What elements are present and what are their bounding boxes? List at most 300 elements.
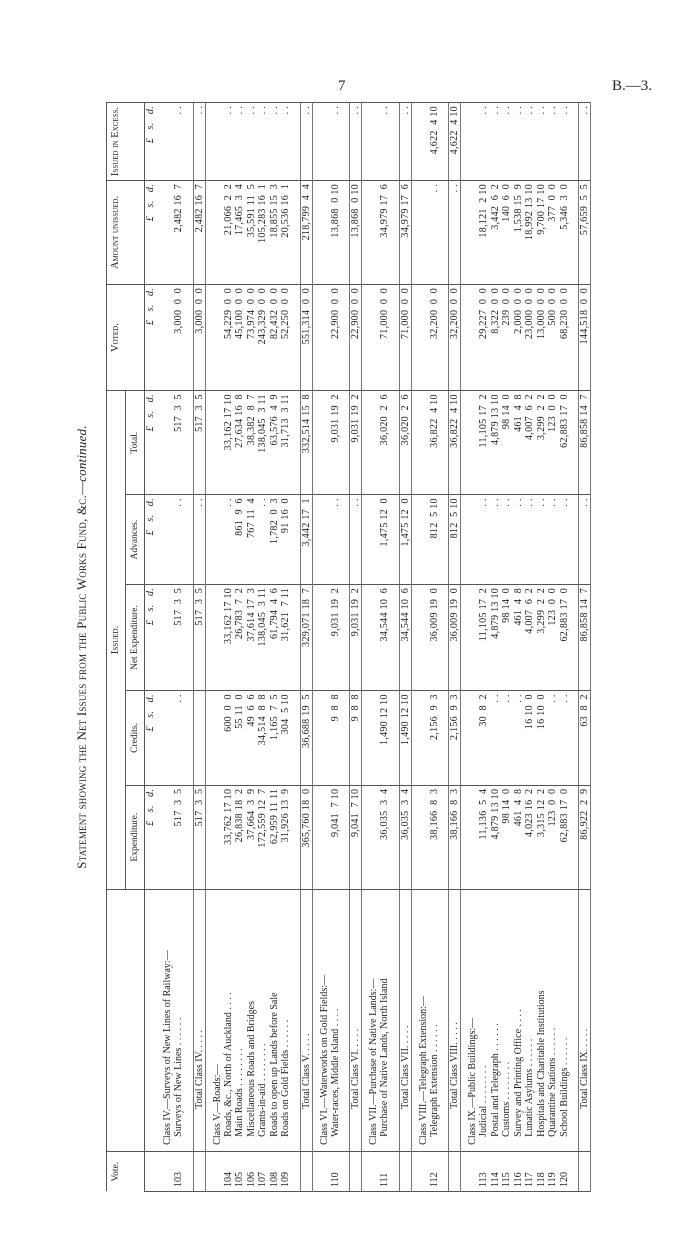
unissued-value: . .	[429, 180, 441, 284]
table-row	[547, 103, 559, 1192]
advances-value: . .	[257, 495, 269, 585]
advances-value: 1,782 0 3	[269, 495, 281, 585]
expenditure-value: 172,559 12 7	[257, 785, 269, 889]
total-net-expenditure: 86,858 14 7	[579, 584, 591, 690]
total-advances: . .	[193, 495, 205, 585]
unissued-value: 21,066 2 2	[223, 180, 235, 284]
total-row	[449, 103, 461, 1192]
total-value: 11,105 17 2	[478, 391, 490, 495]
item-description	[330, 889, 342, 1151]
total-cell	[156, 391, 173, 495]
voted-value: 3,000 0 0	[173, 284, 185, 390]
vote-number: 115	[501, 1151, 513, 1191]
total-voted: 71,000 0 0	[399, 284, 411, 390]
expenditure-value: 37,664 3 9	[246, 785, 258, 889]
net-expenditure-value: 3,299 2 2	[536, 584, 548, 690]
class-heading-row	[411, 103, 429, 1192]
total-credits: 9 8 8	[350, 691, 362, 785]
item-label: Main Roads . . . . . . . .	[234, 1048, 245, 1137]
item-description	[379, 889, 391, 1151]
rotated-statement	[68, 102, 638, 1192]
class-heading-row	[156, 103, 173, 1192]
item-description	[501, 889, 513, 1151]
total-cell	[312, 391, 330, 495]
advances-value: . .	[223, 495, 235, 585]
total-voted: 551,314 0 0	[300, 284, 312, 390]
total-advances: 1,475 12 0	[399, 495, 411, 585]
total-credits: 63 8 2	[579, 691, 591, 785]
table-row	[379, 103, 391, 1192]
header-issued: Issued.	[107, 391, 126, 889]
expenditure-value: 11,136 5 4	[478, 785, 490, 889]
table-row	[280, 103, 292, 1192]
expenditure-value: 36,035 3 4	[379, 785, 391, 889]
total-cell	[205, 391, 223, 495]
item-label: Surveys of New Lines . . . . . .	[173, 1017, 184, 1137]
unissued-value: 17,465 3 4	[234, 180, 246, 284]
net-expenditure-value: 4,007 6 2	[524, 584, 536, 690]
total-value: 461 4 8	[513, 391, 525, 495]
credits-value: 1,490 12 10	[379, 691, 391, 785]
currency-net: £ s. d.	[145, 584, 157, 690]
table-row	[173, 103, 185, 1192]
net-expenditure-value: 123 0 0	[547, 584, 559, 690]
vote-number: 111	[379, 1151, 391, 1191]
total-net-expenditure: 329,071 18 7	[300, 584, 312, 690]
total-credits: 2,156 9 3	[449, 691, 461, 785]
total-advances: 812 5 10	[449, 495, 461, 585]
net-expenditure-value: 33,162 17 10	[223, 584, 235, 690]
vote-cell	[362, 1151, 380, 1191]
total-total: 517 3 5	[193, 391, 205, 495]
item-description	[223, 889, 235, 1151]
table-row	[524, 103, 536, 1192]
net-expenditure-value: 517 3 5	[173, 584, 185, 690]
item-description	[234, 889, 246, 1151]
excess-value: . .	[536, 103, 548, 181]
total-unissued: 34,979 17 6	[399, 180, 411, 284]
total-value: 27,634 16 8	[234, 391, 246, 495]
currency-total: £ s. d.	[145, 391, 157, 495]
excess-value: . .	[223, 103, 235, 181]
credits-value: 16 10 0	[536, 691, 548, 785]
vote-number: 116	[513, 1151, 525, 1191]
net-expenditure-value: 4,879 13 10	[490, 584, 502, 690]
total-unissued: 57,659 5 5	[579, 180, 591, 284]
class-heading-row	[312, 103, 330, 1192]
voted-cell	[205, 284, 223, 390]
table-row	[559, 103, 571, 1192]
advances-value: 91 16 0	[280, 495, 292, 585]
unissued-value: 34,979 17 6	[379, 180, 391, 284]
total-expenditure: 9,041 7 10	[350, 785, 362, 889]
excess-value: . .	[257, 103, 269, 181]
item-description	[547, 889, 559, 1151]
statement-body	[145, 103, 591, 1192]
total-excess: . .	[300, 103, 312, 181]
item-description	[490, 889, 502, 1151]
currency-voted: £ s. d.	[145, 284, 157, 390]
advances-value: 767 11 4	[246, 495, 258, 585]
vote-number: 117	[524, 1151, 536, 1191]
item-label: Lunatic Asylums . . . . . .	[524, 1038, 535, 1137]
total-value: 38,382 8 7	[246, 391, 258, 495]
total-row	[579, 103, 591, 1192]
advances-value: . .	[330, 495, 342, 585]
header-amount-unissued: Amount unissued.	[107, 180, 145, 284]
item-description	[513, 889, 525, 1151]
total-value: 517 3 5	[173, 391, 185, 495]
excess-value: . .	[269, 103, 281, 181]
unissued-cell	[312, 180, 330, 284]
credits-cell	[205, 691, 223, 785]
total-cell	[362, 391, 380, 495]
total-description	[579, 889, 591, 1151]
credits-value: 1,165 7 5	[269, 691, 281, 785]
currency-credits: £ s. d.	[145, 691, 157, 785]
item-label: Judicial . . . . . . . .	[478, 1065, 489, 1137]
item-label: Roads on Gold Fields . . . . . .	[280, 1019, 291, 1137]
vote-number: 118	[536, 1151, 548, 1191]
total-value: 36,020 2 6	[379, 391, 391, 495]
credits-value: . .	[513, 691, 525, 785]
expenditure-cell	[362, 785, 380, 889]
page-reference: B.—3.	[612, 78, 653, 94]
credits-value: 34,514 8 8	[257, 691, 269, 785]
voted-cell	[362, 284, 380, 390]
voted-value: 29,227 0 0	[478, 284, 490, 390]
total-expenditure: 38,166 8 3	[449, 785, 461, 889]
credits-value: 600 0 0	[223, 691, 235, 785]
header-credits: Credits.	[126, 691, 145, 785]
net-expenditure-value: 9,031 19 2	[330, 584, 342, 690]
item-label: School Buildings . . . . . .	[558, 1037, 570, 1137]
total-description	[193, 889, 205, 1151]
expenditure-cell	[411, 785, 429, 889]
unissued-cell	[461, 180, 479, 284]
expenditure-value: 517 3 5	[173, 785, 185, 889]
total-value: 4,007 6 2	[524, 391, 536, 495]
item-label: Quarantine Stations . . . . . .	[547, 1027, 558, 1137]
voted-cell	[411, 284, 429, 390]
item-label: Postal and Telegraph . . . . . .	[489, 1023, 501, 1137]
class-heading: Class IX.—Public Buildings:—	[461, 889, 479, 1151]
unissued-value: 377 0 0	[547, 180, 559, 284]
expenditure-value: 38,166 8 3	[429, 785, 441, 889]
excess-value: . .	[246, 103, 258, 181]
voted-value: 2,000 0 0	[513, 284, 525, 390]
unissued-cell	[156, 180, 173, 284]
total-advances: 3,442 17 1	[300, 495, 312, 585]
vote-cell	[156, 1151, 173, 1191]
class-heading-row	[362, 103, 380, 1192]
currency-expenditure: £ s. d.	[145, 785, 157, 889]
header-issued-in-excess: Issued in Excess.	[107, 103, 145, 181]
vote-number: 119	[547, 1151, 559, 1191]
excess-value: . .	[490, 103, 502, 181]
voted-value: 45,100 0 0	[234, 284, 246, 390]
voted-value: 32,200 0 0	[429, 284, 441, 390]
item-description	[536, 889, 548, 1151]
title-text: Statement showing the Net Issues from the Public Works Fund, &c.—	[74, 481, 89, 869]
class-heading: Class VI.—Waterworks on Gold Fields:—	[312, 889, 330, 1151]
unissued-cell	[362, 180, 380, 284]
total-description	[300, 889, 312, 1151]
total-value: 123 0 0	[547, 391, 559, 495]
spacer-row	[292, 103, 301, 1192]
credits-value: 30 8 2	[478, 691, 490, 785]
total-unissued: 13,868 0 10	[350, 180, 362, 284]
table-row	[501, 103, 513, 1192]
excess-value: . .	[280, 103, 292, 181]
credits-value: . .	[559, 691, 571, 785]
total-value: 98 14 0	[501, 391, 513, 495]
credits-cell	[156, 691, 173, 785]
advances-value: . .	[524, 495, 536, 585]
voted-value: 68,230 0 0	[559, 284, 571, 390]
vote-number: 109	[280, 1151, 292, 1191]
total-description	[350, 889, 362, 1151]
total-value: 31,713 3 11	[280, 391, 292, 495]
advances-value: . .	[490, 495, 502, 585]
header-expenditure: Expenditure.	[126, 785, 145, 889]
vote-cell	[205, 1151, 223, 1191]
credits-cell	[312, 691, 330, 785]
total-label: Total Class VII. . . . .	[399, 1025, 411, 1109]
net-expenditure-value: 26,783 7 2	[234, 584, 246, 690]
excess-value: . .	[547, 103, 559, 181]
expenditure-value: 4,879 13 10	[490, 785, 502, 889]
credits-value: 49 6 6	[246, 691, 258, 785]
net-expenditure-value: 461 4 8	[513, 584, 525, 690]
currency-advances: £ s. d.	[145, 495, 157, 585]
excess-cell	[362, 103, 380, 181]
total-value: 4,879 13 10	[490, 391, 502, 495]
excess-value: . .	[478, 103, 490, 181]
total-value: 138,045 3 11	[257, 391, 269, 495]
item-label: Customs . . . . . . . .	[501, 1061, 512, 1137]
credits-value: 16 10 0	[524, 691, 536, 785]
excess-value: . .	[379, 103, 391, 181]
advances-value: . .	[547, 495, 559, 585]
expenditure-value: 461 4 8	[513, 785, 525, 889]
vote-number: 108	[269, 1151, 281, 1191]
excess-cell	[156, 103, 173, 181]
item-description	[429, 889, 441, 1151]
vote-cell	[411, 1151, 429, 1191]
advances-cell	[312, 495, 330, 585]
total-unissued: . .	[449, 180, 461, 284]
spacer-row	[440, 103, 449, 1192]
excess-value: . .	[501, 103, 513, 181]
item-description	[524, 889, 536, 1151]
unissued-cell	[411, 180, 429, 284]
voted-value: 243,329 0 0	[257, 284, 269, 390]
unissued-value: 105,283 16 1	[257, 180, 269, 284]
net-expenditure-cell	[362, 584, 380, 690]
item-label: Miscellaneous Roads and Bridges	[245, 1001, 257, 1137]
excess-value: 4,622 4 10	[429, 103, 441, 181]
unissued-value: 20,536 16 1	[280, 180, 292, 284]
total-total: 86,858 14 7	[579, 391, 591, 495]
voted-value: 52,250 0 0	[280, 284, 292, 390]
voted-cell	[461, 284, 479, 390]
total-excess: . .	[399, 103, 411, 181]
voted-value: 22,900 0 0	[330, 284, 342, 390]
net-expenditure-value: 98 14 0	[501, 584, 513, 690]
expenditure-value: 62,883 17 0	[559, 785, 571, 889]
class-heading: Class VIII.—Telegraph Extension:—	[411, 889, 429, 1151]
vote-cell	[399, 1151, 411, 1191]
vote-number: 106	[246, 1151, 258, 1191]
class-heading: Class IV.—Surveys of New Lines of Railway:—	[156, 889, 173, 1151]
expenditure-value: 62,959 11 11	[269, 785, 281, 889]
item-description	[173, 889, 185, 1151]
item-label: Survey and Printing Office . . . .	[512, 1008, 524, 1137]
expenditure-cell	[205, 785, 223, 889]
unissued-value: 18,121 2 10	[478, 180, 490, 284]
total-credits	[193, 691, 205, 785]
credits-value: . .	[173, 691, 185, 785]
excess-value: . .	[524, 103, 536, 181]
net-expenditure-cell	[156, 584, 173, 690]
credits-value: . .	[490, 691, 502, 785]
advances-value: . .	[173, 495, 185, 585]
header-total: Total.	[126, 391, 145, 495]
item-label: Grants-in-aid . . . . . . . .	[257, 1043, 268, 1137]
voted-value: 239 0 0	[501, 284, 513, 390]
total-expenditure: 36,035 3 4	[399, 785, 411, 889]
credits-value: 9 8 8	[330, 691, 342, 785]
excess-cell	[205, 103, 223, 181]
expenditure-value: 3,315 12 2	[536, 785, 548, 889]
vote-cell	[312, 1151, 330, 1191]
advances-value: 1,475 12 0	[379, 495, 391, 585]
spacer-row	[391, 103, 400, 1192]
table-row	[478, 103, 490, 1192]
excess-value: . .	[234, 103, 246, 181]
table-row	[330, 103, 342, 1192]
voted-value: 54,229 0 0	[223, 284, 235, 390]
vote-number: 110	[330, 1151, 342, 1191]
header-voted: Voted.	[107, 284, 145, 390]
total-total: 9,031 19 2	[350, 391, 362, 495]
vote-cell	[579, 1151, 591, 1191]
voted-value: 13,000 0 0	[536, 284, 548, 390]
voted-value: 8,322 0 0	[490, 284, 502, 390]
vote-cell	[350, 1151, 362, 1191]
total-label: Total Class VIII. . . . .	[449, 1022, 460, 1109]
total-net-expenditure: 36,009 19 0	[449, 584, 461, 690]
total-cell	[461, 391, 479, 495]
spacer-row	[341, 103, 350, 1192]
unissued-value: 1,538 15 9	[513, 180, 525, 284]
total-value: 33,162 17 10	[223, 391, 235, 495]
header-advances: Advances.	[126, 495, 145, 585]
advances-value: 812 5 10	[429, 495, 441, 585]
header-description	[107, 889, 145, 1151]
net-expenditure-value: 61,794 4 6	[269, 584, 281, 690]
total-excess: . .	[350, 103, 362, 181]
voted-value: 23,000 0 0	[524, 284, 536, 390]
expenditure-value: 98 14 0	[501, 785, 513, 889]
table-row	[269, 103, 281, 1192]
total-excess: . .	[193, 103, 205, 181]
vote-number: 113	[478, 1151, 490, 1191]
unissued-value: 5,346 3 0	[559, 180, 571, 284]
total-advances: . .	[350, 495, 362, 585]
statement-title	[74, 102, 90, 1192]
total-description	[399, 889, 411, 1151]
unissued-value: 18,855 15 3	[269, 180, 281, 284]
net-expenditure-cell	[411, 584, 429, 690]
total-value: 36,822 4 10	[429, 391, 441, 495]
net-expenditure-cell	[205, 584, 223, 690]
net-expenditure-value: 31,621 7 11	[280, 584, 292, 690]
advances-cell	[205, 495, 223, 585]
net-expenditure-cell	[312, 584, 330, 690]
excess-value: . .	[559, 103, 571, 181]
total-net-expenditure: 517 3 5	[193, 584, 205, 690]
net-expenditure-value: 37,614 17 3	[246, 584, 258, 690]
class-heading-row	[461, 103, 479, 1192]
voted-cell	[156, 284, 173, 390]
excess-value: . .	[173, 103, 185, 181]
total-unissued: 218,799 4 4	[300, 180, 312, 284]
expenditure-cell	[312, 785, 330, 889]
advances-cell	[461, 495, 479, 585]
vote-number: 112	[429, 1151, 441, 1191]
total-value: 9,031 19 2	[330, 391, 342, 495]
advances-value: . .	[513, 495, 525, 585]
total-value: 3,299 2 2	[536, 391, 548, 495]
table-row	[257, 103, 269, 1192]
total-net-expenditure: 9,031 19 2	[350, 584, 362, 690]
total-value: 63,576 4 9	[269, 391, 281, 495]
expenditure-value: 33,762 17 10	[223, 785, 235, 889]
statement-table	[106, 102, 591, 1192]
class-heading-row	[205, 103, 223, 1192]
item-description	[559, 889, 571, 1151]
excess-cell	[312, 103, 330, 181]
total-label: Total Class VI. . . . .	[350, 1028, 361, 1109]
item-description	[269, 889, 281, 1151]
net-expenditure-cell	[461, 584, 479, 690]
voted-value: 73,974 0 0	[246, 284, 258, 390]
expenditure-cell	[461, 785, 479, 889]
advances-value: . .	[501, 495, 513, 585]
advances-value: 861 9 6	[234, 495, 246, 585]
currency-excess: £ s. d.	[145, 103, 157, 181]
class-heading: Class VII.—Purchase of Native Lands:—	[362, 889, 380, 1151]
total-cell	[411, 391, 429, 495]
advances-value: . .	[536, 495, 548, 585]
title-continued: continued.	[74, 425, 89, 482]
total-expenditure: 365,760 18 0	[300, 785, 312, 889]
voted-value: 71,000 0 0	[379, 284, 391, 390]
net-expenditure-value: 62,883 17 0	[559, 584, 571, 690]
total-net-expenditure: 34,544 10 6	[399, 584, 411, 690]
item-label: Water-races, Middle Island . . . .	[329, 1008, 341, 1137]
table-row	[246, 103, 258, 1192]
expenditure-cell	[156, 785, 173, 889]
net-expenditure-value: 34,544 10 6	[379, 584, 391, 690]
vote-number: 104	[223, 1151, 235, 1191]
total-voted: 144,518 0 0	[579, 284, 591, 390]
total-row	[300, 103, 312, 1192]
unissued-value: 18,992 13 10	[524, 180, 536, 284]
advances-cell	[362, 495, 380, 585]
